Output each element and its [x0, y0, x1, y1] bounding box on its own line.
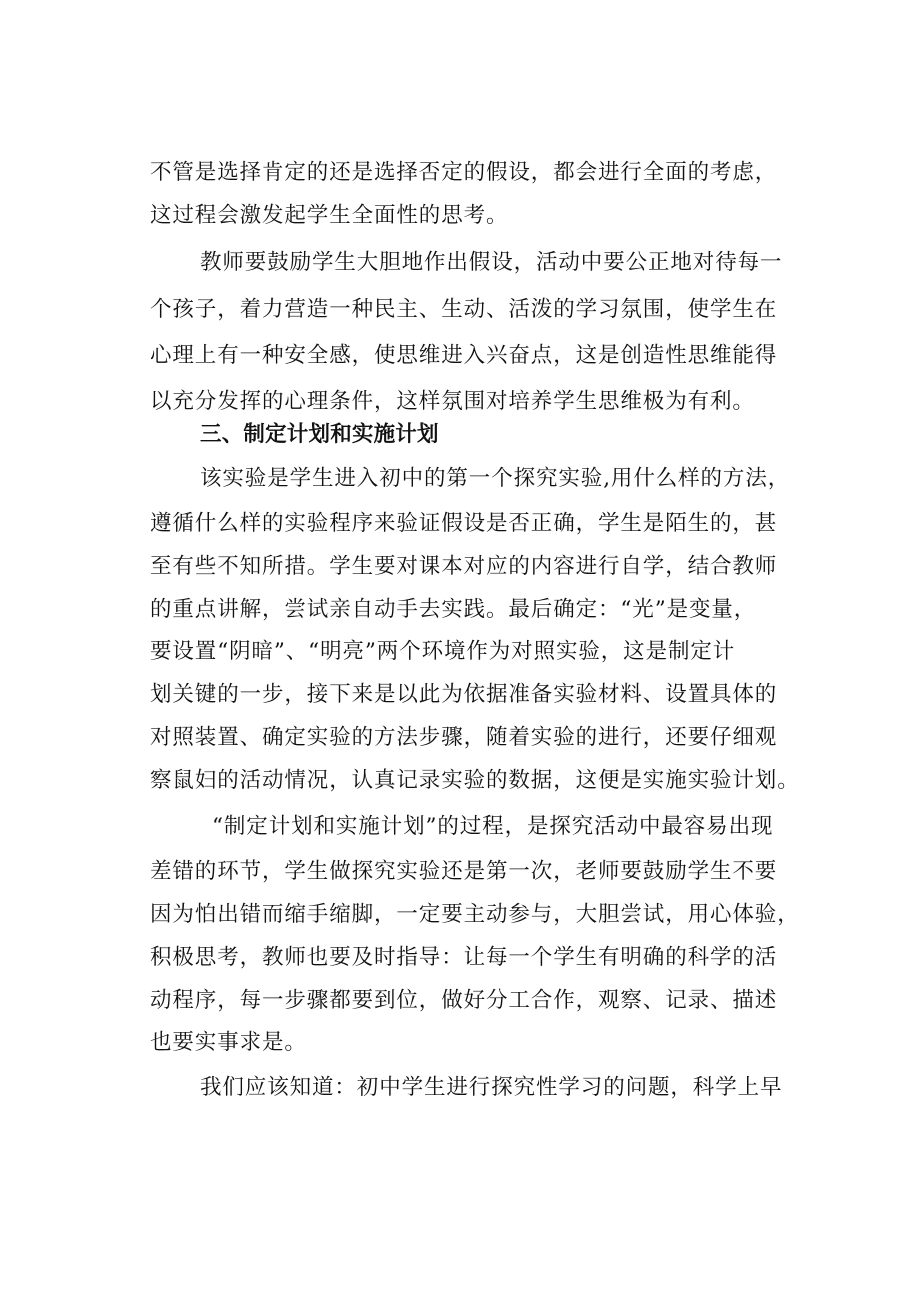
text-line-3: 教师要鼓励学生大胆地作出假设，活动中要公正地对待每一	[200, 250, 783, 275]
text-line-15: 察鼠妇的活动情况，认真记录实验的数据，这便是实施实验计划。	[150, 768, 800, 793]
section-heading: 三、制定计划和实施计划	[200, 422, 439, 447]
text-line-21: 也要实事求是。	[150, 1030, 307, 1055]
text-line-8: 该实验是学生进入初中的第一个探究实验,用什么样的方法，	[200, 466, 791, 491]
text-line-9: 遵循什么样的实验程序来验证假设是否正确，学生是陌生的，甚	[150, 511, 778, 536]
text-line-17: 差错的环节，学生做探究实验还是第一次，老师要鼓励学生不要	[150, 859, 778, 884]
text-line-19: 积极思考，教师也要及时指导：让每一个学生有明确的科学的活	[150, 945, 778, 970]
text-line-5: 心理上有一种安全感，使思维进入兴奋点，这是创造性思维能得	[150, 343, 778, 368]
text-line-11: 的重点讲解，尝试亲自动手去实践。最后确定：“光”是变量，	[150, 597, 757, 622]
text-line-14: 对照装置、确定实验的方法步骤，随着实验的进行，还要仔细观	[150, 725, 778, 750]
text-line-12: 要设置“阴暗”、“明亮”两个环境作为对照实验，这是制定计	[150, 639, 736, 664]
text-line-16: “制定计划和实施计划”的过程，是探究活动中最容易出现	[212, 814, 774, 839]
text-line-20: 动程序，每一步骤都要到位，做好分工合作，观察、记录、描述	[150, 988, 778, 1013]
text-line-6: 以充分发挥的心理条件，这样氛围对培养学生思维极为有利。	[150, 389, 755, 414]
text-line-18: 因为怕出错而缩手缩脚，一定要主动参与，大胆尝试，用心体验，	[150, 902, 800, 927]
text-line-4: 个孩子，着力营造一种民主、生动、活泼的学习氛围，使学生在	[150, 297, 778, 322]
text-line-22: 我们应该知道：初中学生进行探究性学习的问题，科学上早	[200, 1075, 783, 1100]
text-line-13: 划关键的一步，接下来是以此为依据准备实验材料、设置具体的	[150, 682, 778, 707]
text-line-2: 这过程会激发起学生全面性的思考。	[150, 203, 509, 228]
text-line-10: 至有些不知所措。学生要对课本对应的内容进行自学，结合教师	[150, 554, 778, 579]
text-line-1: 不管是选择肯定的还是选择否定的假设，都会进行全面的考虑，	[150, 160, 778, 185]
